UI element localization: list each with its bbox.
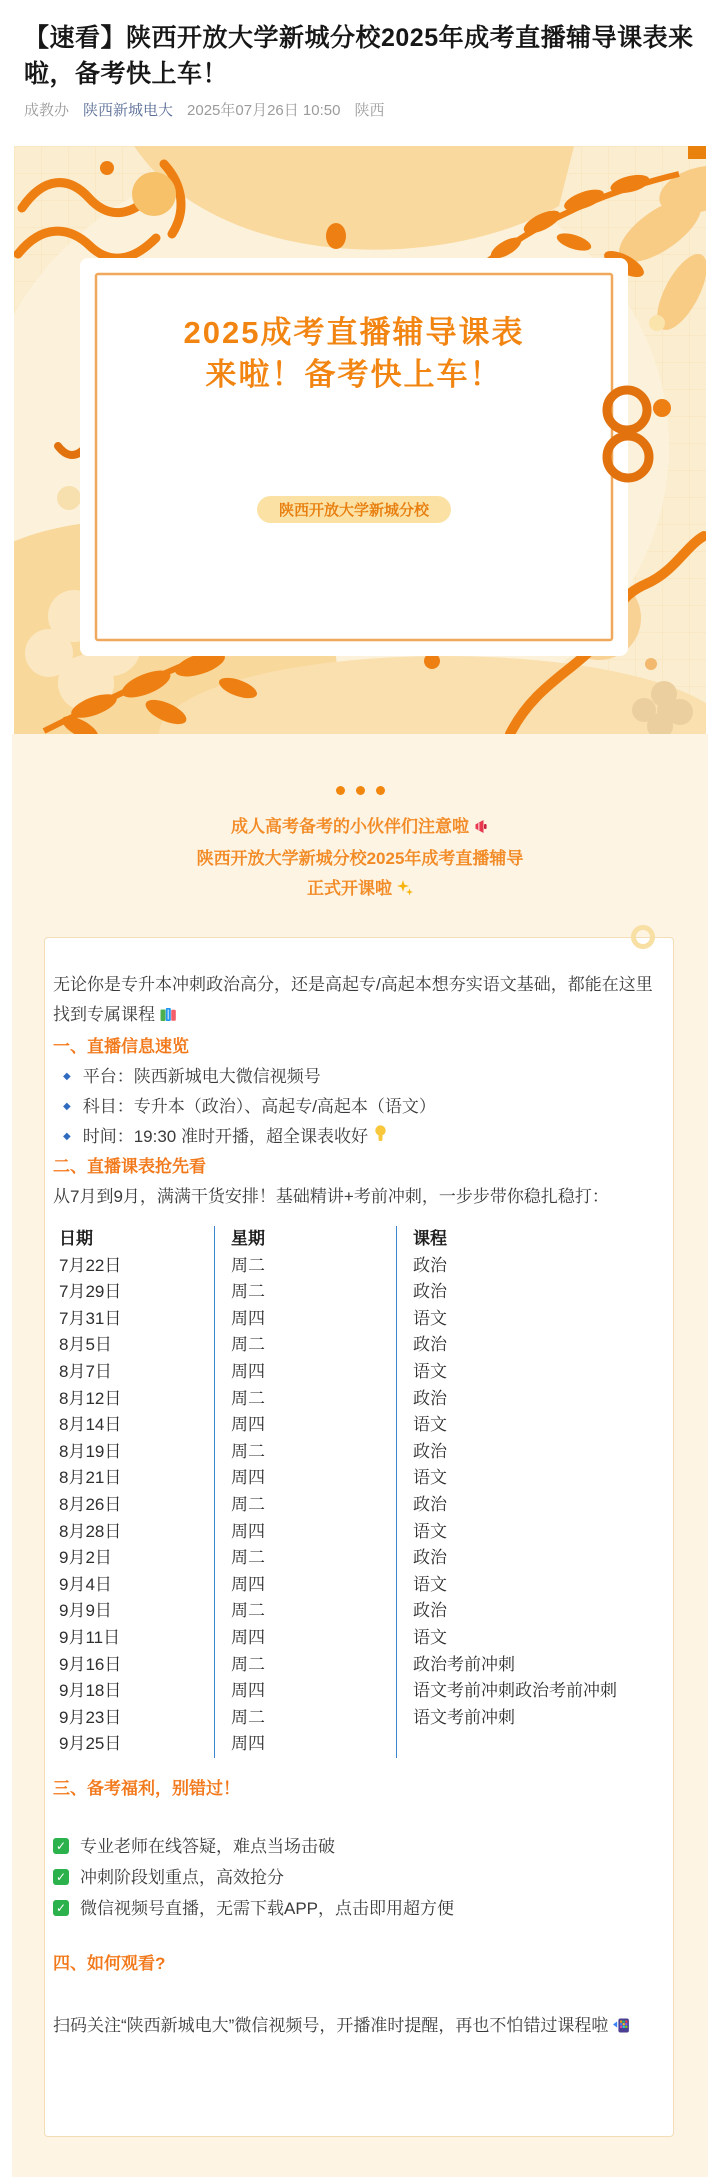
table-cell: 8月7日 — [59, 1361, 112, 1381]
table-cell: 周二 — [214, 1439, 396, 1466]
table-cell: 周二 — [214, 1492, 396, 1519]
sparkles-icon — [397, 876, 413, 906]
intro-block — [12, 812, 708, 906]
schedule-table — [53, 1226, 663, 1758]
table-cell: 7月31日 — [59, 1308, 122, 1328]
table-cell: 9月25日 — [59, 1734, 122, 1754]
table-cell: 周四 — [214, 1731, 396, 1758]
table-cell: 政治 — [396, 1386, 663, 1413]
table-cell: 9月4日 — [59, 1574, 112, 1594]
table-cell: 周二 — [214, 1386, 396, 1413]
table-cell: 语文 — [396, 1625, 663, 1652]
section4-heading: 四、如何观看? — [53, 1953, 166, 1973]
table-header-cell: 星期 — [214, 1226, 396, 1253]
benefit-item — [53, 1831, 663, 1862]
table-cell: 8月5日 — [59, 1335, 112, 1355]
table-cell: 政治 — [396, 1545, 663, 1572]
table-row — [53, 1412, 663, 1439]
megaphone-icon — [474, 814, 489, 844]
intro-line-1 — [12, 812, 708, 844]
table-cell: 周四 — [214, 1412, 396, 1439]
watch-text: 扫码关注“陕西新城电大”微信视频号，开播准时提醒，再也不怕错过课程啦 — [53, 2015, 609, 2035]
intro-line-1-text: 成人高考备考的小伙伴们注意啦 — [231, 817, 469, 836]
benefit-text: 微信视频号直播，无需下载APP，点击即用超方便 — [80, 1898, 455, 1918]
table-cell: 语文 — [396, 1359, 663, 1386]
table-cell: 7月29日 — [59, 1282, 122, 1302]
table-cell: 语文 — [396, 1572, 663, 1599]
diamond-bullet-icon: ◆ — [63, 1071, 71, 1082]
banner-image — [14, 146, 706, 734]
table-row — [53, 1705, 663, 1732]
table-cell: 周二 — [214, 1705, 396, 1732]
intro-line-3-text: 正式开课啦 — [307, 879, 392, 898]
table-header-cell: 课程 — [396, 1226, 663, 1253]
table-header-cell: 日期 — [59, 1229, 93, 1248]
table-cell: 语文 — [396, 1519, 663, 1546]
point-down-icon — [373, 1122, 388, 1152]
table-cell: 政治 — [396, 1332, 663, 1359]
lead-text: 无论你是专升本冲刺政治高分，还是高起专/高起本想夯实语文基础，都能在这里找到专属课程 — [53, 975, 653, 1024]
banner-title-line1: 2025成考直播辅导课表 — [183, 315, 525, 350]
byline-datetime: 2025年07月26日 10:50 — [187, 102, 341, 119]
content-sheet — [12, 734, 708, 2177]
table-cell: 政治 — [396, 1439, 663, 1466]
table-cell: 周二 — [214, 1253, 396, 1280]
table-cell: 周四 — [214, 1572, 396, 1599]
byline-author: 成教办 — [24, 102, 70, 119]
table-cell: 语文考前冲刺政治考前冲刺 — [396, 1678, 663, 1705]
table-cell: 周二 — [214, 1652, 396, 1679]
table-cell: 9月2日 — [59, 1548, 112, 1568]
table-cell: 政治 — [396, 1492, 663, 1519]
intro-line-2: 陕西开放大学新城分校2025年成考直播辅导 — [196, 849, 524, 868]
table-row — [53, 1731, 663, 1758]
table-cell: 周二 — [214, 1545, 396, 1572]
table-cell: 8月12日 — [59, 1388, 122, 1408]
table-header-row — [53, 1226, 663, 1253]
table-row — [53, 1439, 663, 1466]
table-cell: 周四 — [214, 1306, 396, 1333]
table-row — [53, 1678, 663, 1705]
table-cell: 政治 — [396, 1279, 663, 1306]
table-cell — [396, 1731, 663, 1758]
benefit-text: 冲刺阶段划重点，高效抢分 — [80, 1867, 284, 1887]
section2-heading: 二、直播课表抢先看 — [53, 1157, 206, 1176]
dots-separator — [12, 734, 708, 795]
table-cell: 周四 — [214, 1625, 396, 1652]
table-row — [53, 1598, 663, 1625]
check-icon: ✓ — [53, 1838, 69, 1854]
table-cell: 8月21日 — [59, 1468, 122, 1488]
section2-intro: 从7月到9月，满满干货安排！基础精讲+考前冲刺，一步步带你稳扎稳打： — [53, 1187, 609, 1206]
table-row — [53, 1652, 663, 1679]
diamond-bullet-icon: ◆ — [63, 1101, 71, 1112]
watch-paragraph — [53, 2011, 663, 2043]
table-cell: 8月26日 — [59, 1494, 122, 1514]
ring-decor — [631, 925, 655, 949]
table-row — [53, 1306, 663, 1333]
table-cell: 9月23日 — [59, 1707, 122, 1727]
bullet-text: 时间：19:30 准时开播，超全课表收好 — [82, 1127, 368, 1146]
table-row — [53, 1545, 663, 1572]
table-cell: 政治考前冲刺 — [396, 1652, 663, 1679]
byline — [0, 92, 720, 120]
table-cell: 8月19日 — [59, 1441, 122, 1461]
table-cell: 政治 — [396, 1598, 663, 1625]
table-cell: 9月9日 — [59, 1601, 112, 1621]
article-card — [44, 937, 674, 2137]
table-row — [53, 1253, 663, 1280]
table-body — [53, 1253, 663, 1758]
table-cell: 语文考前冲刺 — [396, 1705, 663, 1732]
benefit-item — [53, 1893, 663, 1924]
bullet-subjects — [53, 1092, 663, 1122]
table-cell: 9月16日 — [59, 1654, 122, 1674]
table-row — [53, 1519, 663, 1546]
table-row — [53, 1625, 663, 1652]
table-cell: 周二 — [214, 1332, 396, 1359]
intro-line-3 — [12, 874, 708, 906]
table-row — [53, 1386, 663, 1413]
table-cell: 7月22日 — [59, 1255, 122, 1275]
table-cell: 周二 — [214, 1598, 396, 1625]
table-cell: 政治 — [396, 1253, 663, 1280]
table-cell: 8月28日 — [59, 1521, 122, 1541]
benefits-list — [53, 1831, 663, 1924]
check-icon: ✓ — [53, 1900, 69, 1916]
bullet-platform — [53, 1062, 663, 1092]
table-row — [53, 1465, 663, 1492]
check-icon: ✓ — [53, 1869, 69, 1885]
table-cell: 9月18日 — [59, 1681, 122, 1701]
books-icon — [160, 1002, 177, 1032]
byline-account-link[interactable]: 陕西新城电大 — [83, 102, 174, 119]
benefit-text: 专业老师在线答疑，难点当场击破 — [80, 1836, 335, 1856]
bullet-text: 平台：陕西新城电大微信视频号 — [82, 1067, 321, 1086]
section3-heading: 三、备考福利，别错过！ — [53, 1778, 240, 1798]
bullet-text: 科目：专升本（政治）、高起专/高起本（语文） — [82, 1097, 436, 1116]
table-cell: 周二 — [214, 1279, 396, 1306]
table-row — [53, 1332, 663, 1359]
table-row — [53, 1279, 663, 1306]
table-cell: 语文 — [396, 1465, 663, 1492]
table-row — [53, 1492, 663, 1519]
banner-title-line2: 来啦！备考快上车！ — [205, 357, 503, 392]
table-row — [53, 1572, 663, 1599]
section1-heading: 一、直播信息速览 — [53, 1037, 189, 1056]
banner-badge-text: 陕西开放大学新城分校 — [278, 502, 430, 519]
page-title: 【速看】陕西开放大学新城分校2025年成考直播辅导课表来啦，备考快上车！ — [24, 24, 694, 88]
table-cell: 语文 — [396, 1306, 663, 1333]
benefit-item — [53, 1862, 663, 1893]
table-cell: 周四 — [214, 1359, 396, 1386]
table-cell: 周四 — [214, 1678, 396, 1705]
table-cell: 语文 — [396, 1412, 663, 1439]
table-cell: 9月11日 — [59, 1627, 121, 1647]
diamond-bullet-icon: ◆ — [63, 1131, 71, 1142]
table-row — [53, 1359, 663, 1386]
table-cell: 周四 — [214, 1465, 396, 1492]
table-cell: 8月14日 — [59, 1415, 122, 1435]
lead-paragraph — [53, 970, 663, 1032]
phone-icon — [613, 2013, 630, 2043]
table-cell: 周四 — [214, 1519, 396, 1546]
byline-region: 陕西 — [354, 102, 385, 119]
bullet-time — [53, 1122, 663, 1152]
